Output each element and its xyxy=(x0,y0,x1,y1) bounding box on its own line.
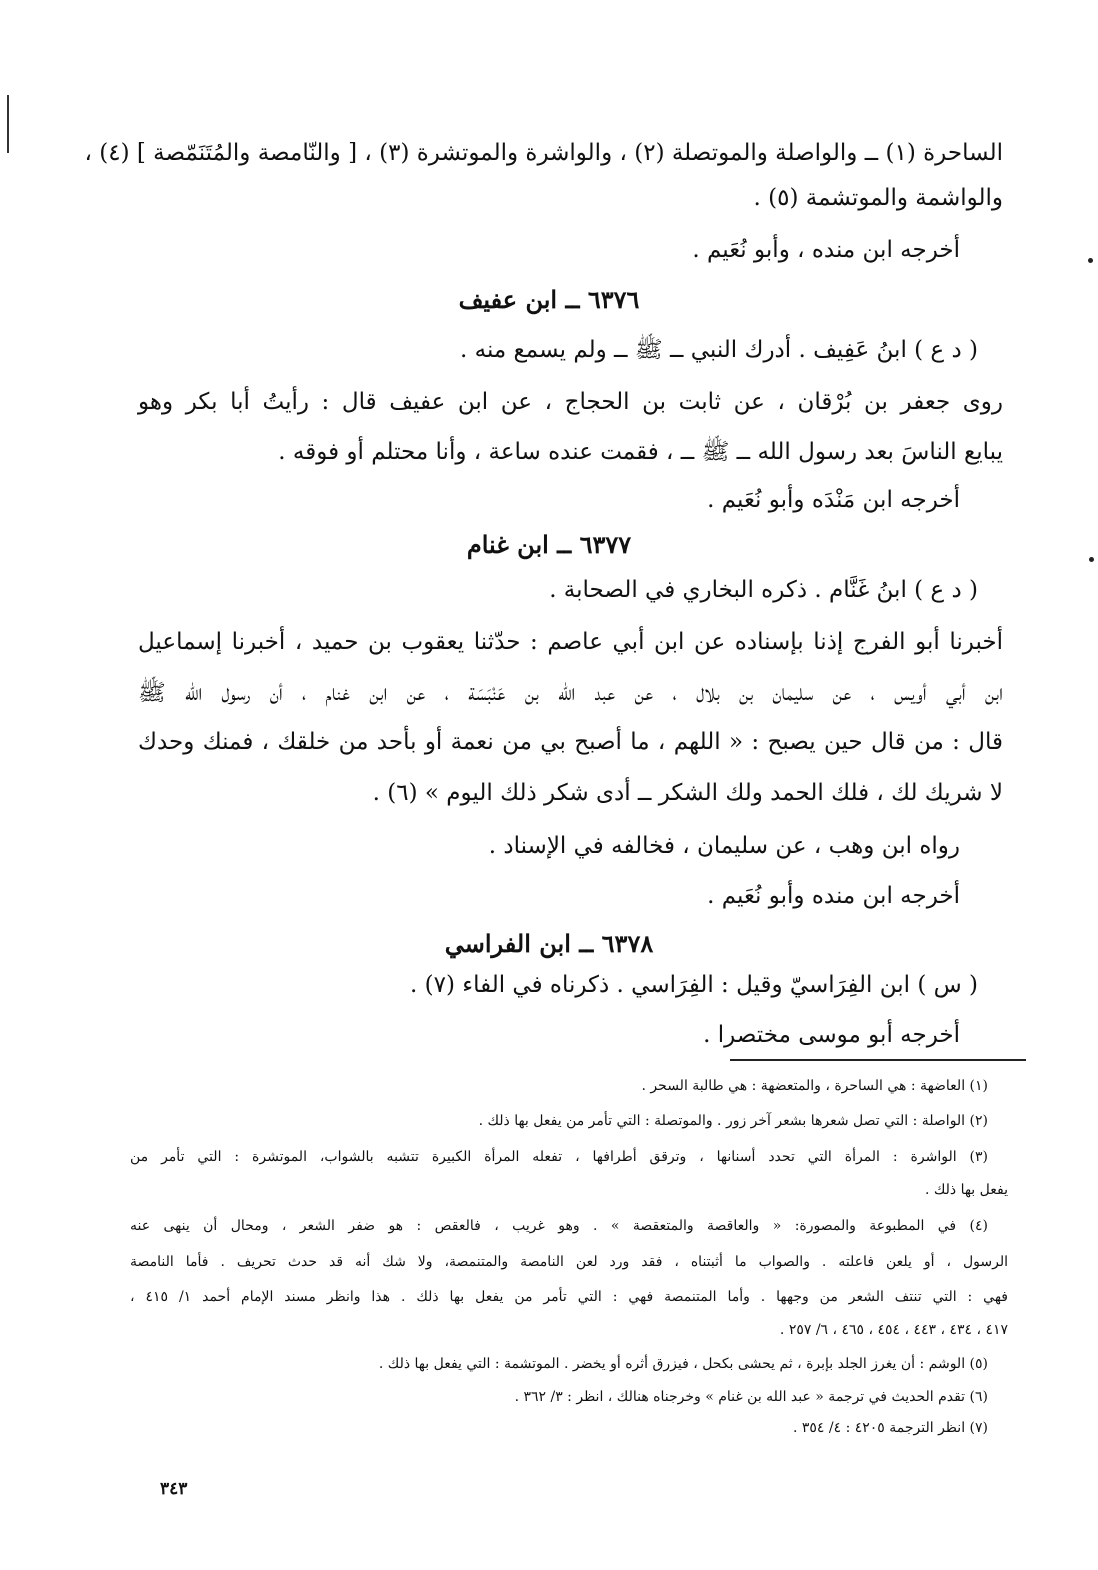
speck xyxy=(1088,258,1093,263)
body-line: يبايع الناسَ بعد رسول الله ــ ﷺ ــ ، فقمت عنده ساعة ، وأنا محتلم أو فوقه . xyxy=(278,439,1003,465)
footnote: (٤) في المطبوعة والمصورة: « والعاقصة والمتعقصة » . وهو غريب ، فالعقص : هو ضفر الشعر ، ومحال أن ينهى عنه xyxy=(130,1218,988,1234)
footnote-continuation: فهي : التي تنتف الشعر من وجهها . وأما المتنمصة فهي : التي تأمر من يفعل بها ذلك . هذا وانظر مسند الإمام أحمد ١/ ٤١٥ ، xyxy=(130,1289,1008,1305)
body-line: أخبرنا أبو الفرج إذنا بإسناده عن ابن أبي عاصم : حدّثنا يعقوب بن حميد ، أخبرنا إسماعيل xyxy=(138,629,1003,655)
footnote-continuation: يفعل بها ذلك . xyxy=(924,1182,1008,1198)
page-number: ٣٤٣ xyxy=(160,1479,188,1499)
body-line: أخرجه أبو موسى مختصرا . xyxy=(703,1022,960,1048)
footnote-continuation: ٤١٧ ، ٤٣٤ ، ٤٤٣ ، ٤٥٤ ، ٤٦٥ ، ٦/ ٢٥٧ . xyxy=(779,1322,1008,1338)
body-line: لا شريك لك ، فلك الحمد ولك الشكر ــ أدى شكر ذلك اليوم » (٦) . xyxy=(372,780,1003,806)
footnote-continuation: الرسول ، أو يلعن فاعلته . والصواب ما أثبتناه ، فقد ورد لعن النامصة والمتنمصة، ولا شك أنه قد حدث تحريف . فأما النامصة xyxy=(130,1254,1008,1270)
footnote: (٦) تقدم الحديث في ترجمة « عبد الله بن غنام » وخرجناه هنالك ، انظر : ٣/ ٣٦٢ . xyxy=(514,1389,988,1405)
body-line: ( د ع ) ابنُ عَفِيف . أدرك النبي ــ ﷺ ــ ولم يسمع منه . xyxy=(460,337,978,363)
body-line: ابن أبي أويس ، عن سليمان بن بلال ، عن عبد الله بن عَنْبَسَة ، عن ابن غنام ، أن رسول الله ﷺ xyxy=(138,680,1003,706)
body-line: قال : من قال حين يصبح : « اللهم ، ما أصبح بي من نعمة أو بأحد من خلقك ، فمنك وحدك xyxy=(138,729,1003,755)
body-line: رواه ابن وهب ، عن سليمان ، فخالفه في الإسناد . xyxy=(488,833,960,859)
footnote: (٣) الواشرة : المرأة التي تحدد أسنانها ، وترقق أطرافها ، تفعله المرأة الكبيرة تتشبه بالشواب، الموتشرة : التي تأمر من xyxy=(130,1149,988,1165)
body-line: أخرجه ابن منده وأبو نُعَيم . xyxy=(707,883,960,909)
footnote-divider xyxy=(730,1059,1026,1061)
entry-heading: ٦٣٧٧ ــ ابن غنام xyxy=(466,530,632,559)
body-line: أخرجه ابن منده ، وأبو نُعَيم . xyxy=(692,237,960,263)
footnote: (٧) انظر الترجمة ٤٢٠٥ : ٤/ ٣٥٤ . xyxy=(792,1420,988,1436)
margin-mark xyxy=(7,95,9,153)
body-line: الساحرة (١) ــ والواصلة والموتصلة (٢) ، والواشرة والموتشرة (٣) ، [ والنّامصة والمُتَنَمّصة ] (٤) ، xyxy=(84,140,1003,166)
footnote: (١) العاضهة : هي الساحرة ، والمتعضهة : هي طالبة السحر . xyxy=(641,1078,988,1094)
footnote: (٢) الواصلة : التي تصل شعرها بشعر آخر زور . والموتصلة : التي تأمر من يفعل بها ذلك . xyxy=(478,1113,988,1129)
footnote: (٥) الوشم : أن يغرز الجلد بإبرة ، ثم يحشى بكحل ، فيزرق أثره أو يخضر . الموتشمة : التي يفعل بها ذلك . xyxy=(378,1356,988,1372)
body-line: أخرجه ابن مَنْدَه وأبو نُعَيم . xyxy=(707,487,960,513)
body-line: ( د ع ) ابنُ غَنَّام . ذكره البخاري في الصحابة . xyxy=(549,577,978,603)
body-line: روى جعفر بن بُرْقان ، عن ثابت بن الحجاج ، عن ابن عفيف قال : رأيتُ أبا بكر وهو xyxy=(138,389,1003,415)
entry-heading: ٦٣٧٦ ــ ابن عفيف xyxy=(458,285,640,314)
body-line: ( س ) ابن الفِرَاسيّ وقيل : الفِرَاسي . ذكرناه في الفاء (٧) . xyxy=(410,972,978,998)
entry-heading: ٦٣٧٨ ــ ابن الفراسي xyxy=(444,929,654,958)
body-line: والواشمة والموتشمة (٥) . xyxy=(753,185,1003,211)
